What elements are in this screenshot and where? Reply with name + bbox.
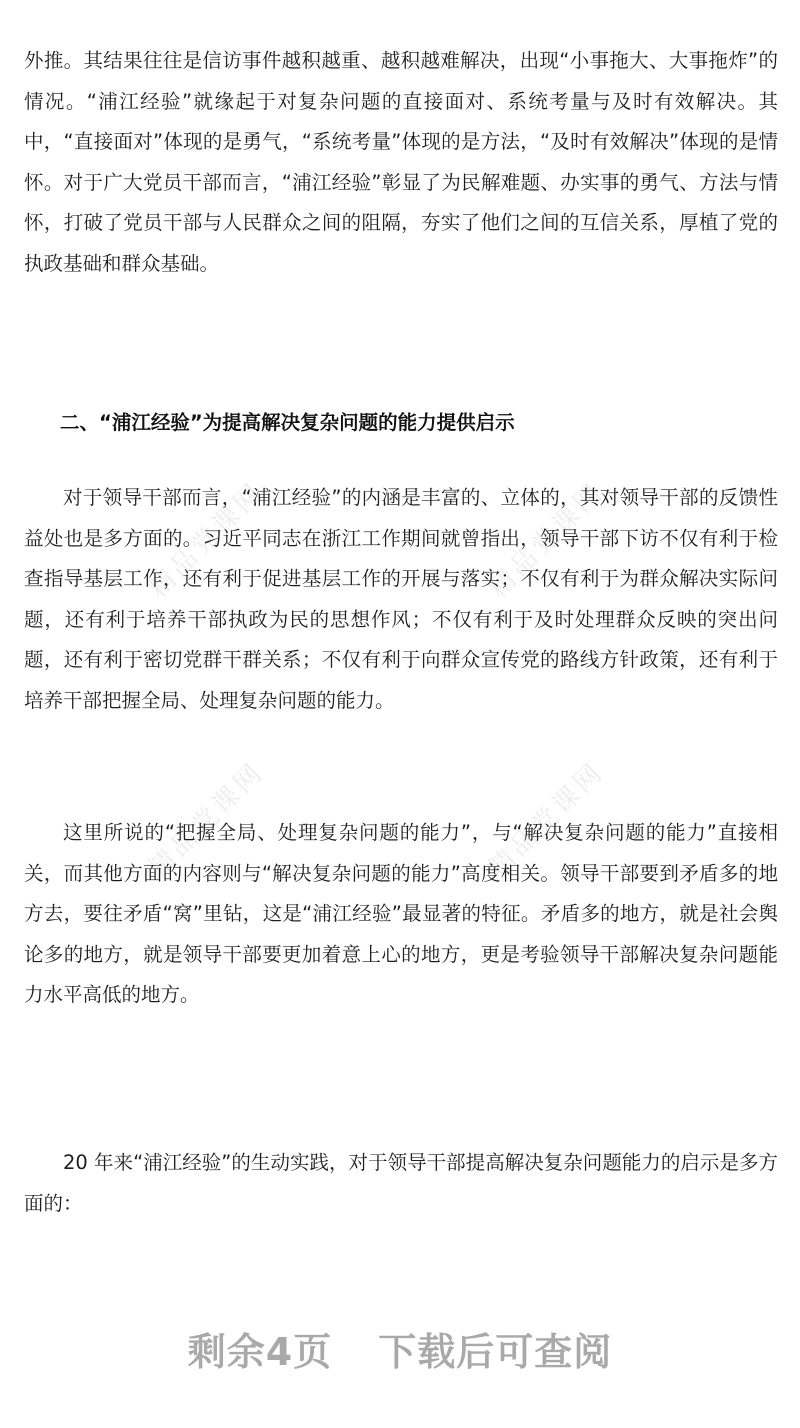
watermark: 精品党课网 (143, 756, 271, 884)
remaining-pages-label: 剩余4页 (187, 1330, 333, 1374)
paragraph-4: 20 年来“浦江经验”的生动实践，对于领导干部提高解决复杂问题能力的启示是多方面的： (24, 1151, 778, 1215)
download-to-view-label: 下载后可查阅 (378, 1330, 613, 1374)
section-heading: 二、“浦江经验”为提高解决复杂问题的能力提供启示 (60, 411, 515, 434)
watermark: 精品党课网 (483, 476, 611, 604)
watermark: 精品党课网 (143, 476, 271, 604)
watermark: 精品党课网 (483, 756, 611, 884)
download-prompt[interactable] (0, 1322, 800, 1382)
paragraph-1: 外推。其结果往往是信访事件越积越重、越积越难解决，出现“小事拖大、大事拖炸”的情况。“浦江经验”就缘起于对复杂问题的直接面对、系统考量与及时有效解决。其中，“直接面对”体现的是勇气，“系统考量”体现的是方法，“及时有效解决”体现的是情怀。对于广大党员干部而言，“浦江经验”彰显了为民解难题、办实事的勇气、方法与情怀，打破了党员干部与人民群众之间的阻隔，夯实了他们之间的互信关系，厚植了党的执政基础和群众基础。 (24, 49, 778, 275)
paragraph-2: 对于领导干部而言，“浦江经验”的内涵是丰富的、立体的，其对领导干部的反馈性益处也是多方面的。习近平同志在浙江工作期间就曾指出，领导干部下访不仅有利于检查指导基层工作，还有利于促进基层工作的开展与落实；不仅有利于为群众解决实际问题，还有利于培养干部执政为民的思想作风；不仅有利于及时处理群众反映的突出问题，还有利于密切党群干群关系；不仅有利于向群众宣传党的路线方针政策，还有利于培养干部把握全局、处理复杂问题的能力。 (24, 486, 778, 712)
paragraph-3: 这里所说的“把握全局、处理复杂问题的能力”，与“解决复杂问题的能力”直接相关，而其他方面的内容则与“解决复杂问题的能力”高度相关。领导干部要到矛盾多的地方去，要往矛盾“窝”里钻，这是“浦江经验”最显著的特征。矛盾多的地方，就是社会舆论多的地方，就是领导干部要更加着意上心的地方，更是考验领导干部解决复杂问题能力水平高低的地方。 (24, 821, 778, 1006)
